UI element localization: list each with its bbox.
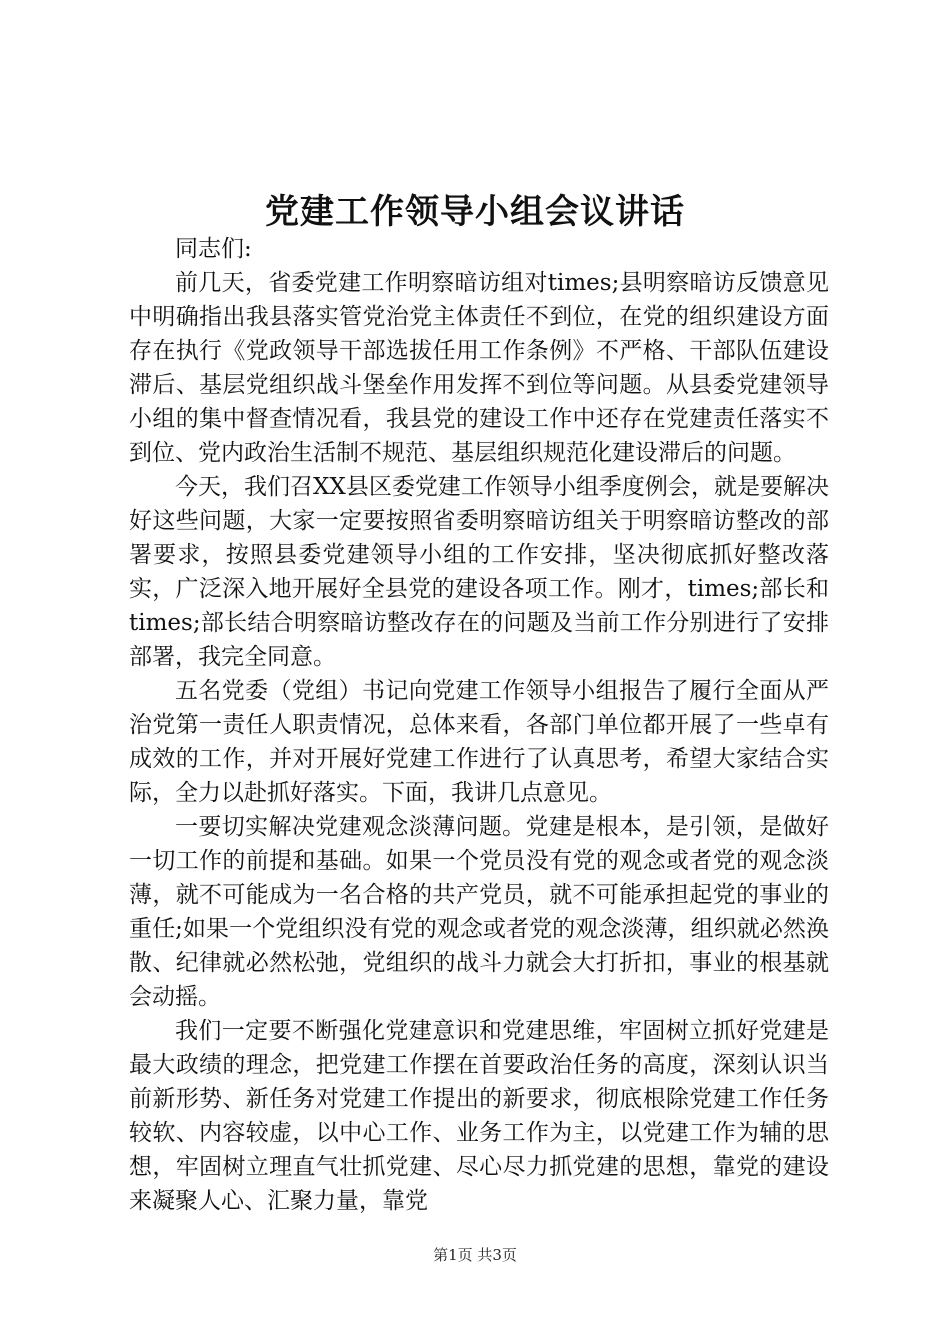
paragraph-2: 今天，我们召XX县区委党建工作领导小组季度例会，就是要解决好这些问题，大家一定要按照省委明察暗访组关于明察暗访整改的部署要求，按照县委党建领导小组的工作安排，坚决彻底抓好整改落实，广泛深入地开展好全县党的建设各项工作。刚才，times;部长和times;部长结合明察暗访整改存在的问题及当前工作分别进行了安排部署，我完全同意。 xyxy=(129,474,829,670)
paragraph-1: 前几天，省委党建工作明察暗访组对times;县明察暗访反馈意见中明确指出我县落实管党治党主体责任不到位，在党的组织建设方面存在执行《党政领导干部选拔任用工作条例》不严格、干部队伍建设滞后、基层党组织战斗堡垒作用发挥不到位等问题。从县委党建领导小组的集中督查情况看，我县党的建设工作中还存在党建责任落实不到位、党内政治生活制不规范、基层组织规范化建设滞后的问题。 xyxy=(129,270,829,466)
document-title: 党建工作领导小组会议讲话 xyxy=(265,192,685,232)
greeting: 同志们: xyxy=(175,236,252,262)
page-number-footer: 第1页 共3页 xyxy=(433,1246,517,1264)
paragraph-5: 我们一定要不断强化党建意识和党建思维，牢固树立抓好党建是最大政绩的理念，把党建工作摆在首要政治任务的高度，深刻认识当前新形势、新任务对党建工作提出的新要求，彻底根除党建工作任务较软、内容较虚，以中心工作、业务工作为主，以党建工作为辅的思想，牢固树立理直气壮抓党建、尽心尽力抓党建的思想，靠党的建设来凝聚人心、汇聚力量，靠党 xyxy=(129,1018,829,1214)
paragraph-4: 一要切实解决党建观念淡薄问题。党建是根本，是引领，是做好一切工作的前提和基础。如果一个党员没有党的观念或者党的观念淡薄，就不可能成为一名合格的共产党员，就不可能承担起党的事业的重任;如果一个党组织没有党的观念或者党的观念淡薄，组织就必然涣散、纪律就必然松弛，党组织的战斗力就会大打折扣，事业的根基就会动摇。 xyxy=(129,814,829,1010)
document-body xyxy=(129,232,829,1218)
paragraph-3: 五名党委（党组）书记向党建工作领导小组报告了履行全面从严治党第一责任人职责情况，总体来看，各部门单位都开展了一些卓有成效的工作，并对开展好党建工作进行了认真思考，希望大家结合实际，全力以赴抓好落实。下面，我讲几点意见。 xyxy=(129,678,829,806)
